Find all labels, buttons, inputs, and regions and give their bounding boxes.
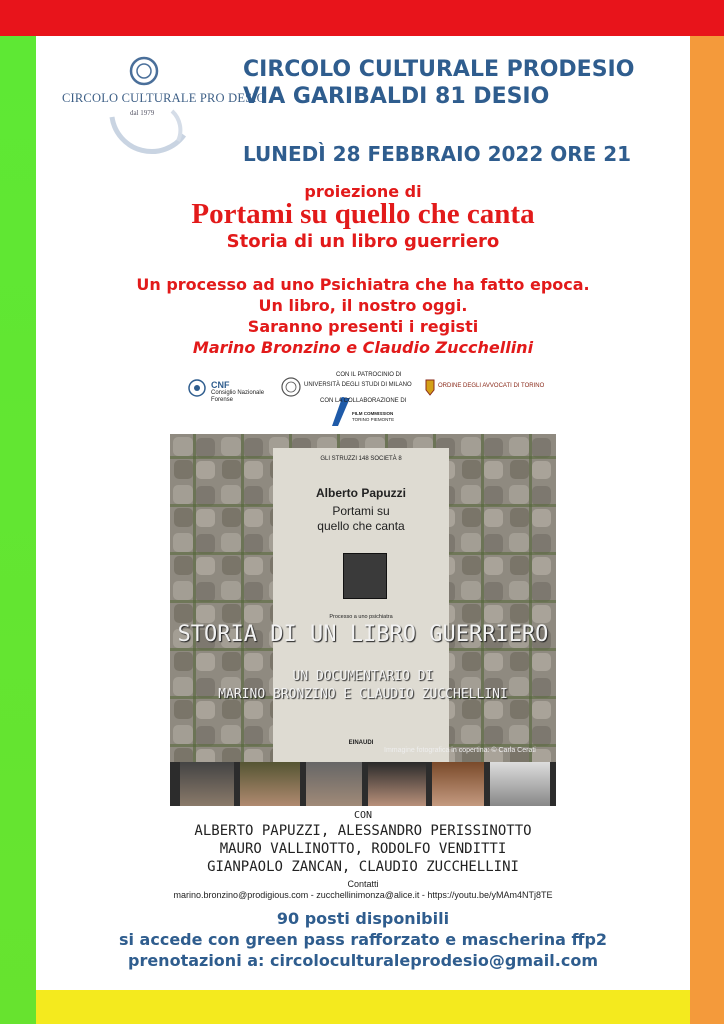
participant-photos [170, 762, 556, 806]
documentary-line-1: UN DOCUMENTARIO DI [292, 669, 434, 684]
participant-photo [306, 762, 362, 806]
contacts-label: Contatti [347, 879, 379, 889]
photo-credit: Immagine fotografica in copertina: © Carla Cerati [384, 747, 536, 754]
cast-line-2: MAURO VALLINOTTO, RODOLFO VENDITTI [219, 841, 507, 857]
unimi-seal-icon [282, 378, 300, 396]
avvocati-label: ORDINE DEGLI AVVOCATI DI TORINO [438, 383, 545, 389]
patronage-strip [180, 368, 560, 430]
participant-photo [240, 762, 300, 806]
event-date: LUNEDÌ 28 FEBBRAIO 2022 ORE 21 [243, 142, 632, 166]
right-color-band [690, 36, 724, 1024]
con-patrocinio-label: CON IL PATROCINIO DI [336, 372, 402, 378]
description-line-3: Saranno presenti i registi [247, 317, 479, 336]
documentary-title: STORIA DI UN LIBRO GUERRIERO [177, 622, 549, 647]
circolo-logo [60, 55, 266, 170]
avvocati-crest-icon [426, 380, 434, 395]
film-poster [170, 434, 556, 806]
booking-email: prenotazioni a: circoloculturaleprodesio@gmail.com [127, 951, 598, 970]
cnf-label: CNF [211, 380, 230, 390]
book-author: Alberto Papuzzi [315, 486, 406, 500]
cast-line-3: GIANPAOLO ZANCAN, CLAUDIO ZUCCHELLINI [207, 859, 519, 875]
event-intro: proiezione di [304, 182, 422, 201]
participant-photo [432, 762, 484, 806]
documentary-line-2: MARINO BRONZINO E CLAUDIO ZUCCHELLINI [218, 687, 508, 702]
description-line-2: Un libro, il nostro oggi. [258, 296, 468, 315]
seats-available: 90 posti disponibili [276, 909, 450, 928]
participant-photo [368, 762, 426, 806]
book-subtitle: Processo a uno psichiatra [329, 614, 393, 620]
con-collaborazione-label: CON LA COLLABORAZIONE DI [320, 398, 407, 404]
universita-label: UNIVERSITÀ DEGLI STUDI DI MILANO [304, 382, 412, 388]
header-line-1: CIRCOLO CULTURALE PRODESIO [243, 57, 635, 82]
participant-photo [490, 762, 550, 806]
access-requirements: si accede con green pass rafforzato e mascherina ffp2 [118, 930, 608, 949]
top-color-band [0, 0, 724, 36]
book-cover-photo [343, 553, 387, 599]
header-line-2: VIA GARIBALDI 81 DESIO [243, 84, 550, 109]
logo-year: dal 1979 [130, 109, 155, 117]
book-title-2: quello che canta [317, 519, 405, 533]
book-cover [273, 448, 449, 778]
cast-con: CON [353, 810, 373, 821]
cast-line-1: ALBERTO PAPUZZI, ALESSANDRO PERISSINOTTO [194, 823, 532, 839]
participant-photo [180, 762, 234, 806]
film-title: Portami su quello che canta [191, 198, 535, 230]
contacts-line: marino.bronzino@prodigious.com - zucchellinimonza@alice.it - https://youtu.be/yMAm4NTj8TE [173, 890, 553, 900]
directors-names: Marino Bronzino e Claudio Zucchellini [192, 338, 534, 357]
cnf-sub-1: Consiglio Nazionale [211, 390, 265, 396]
left-color-band [0, 36, 36, 1024]
film-commission-sub: TORINO PIEMONTE [352, 417, 395, 422]
book-publisher: EINAUDI [348, 740, 374, 746]
film-subtitle: Storia di un libro guerriero [226, 231, 500, 252]
film-commission-label: FILM COMMISSION [352, 411, 394, 416]
book-series: GLI STRUZZI 148 SOCIETÀ 8 [320, 456, 402, 462]
book-title-1: Portami su [332, 504, 390, 518]
logo-text: CIRCOLO CULTURALE PRO DESIO [62, 91, 266, 105]
description-line-1: Un processo ad uno Psichiatra che ha fatto epoca. [136, 275, 590, 294]
cnf-sub-2: Forense [211, 397, 234, 403]
bottom-color-band [36, 990, 690, 1024]
